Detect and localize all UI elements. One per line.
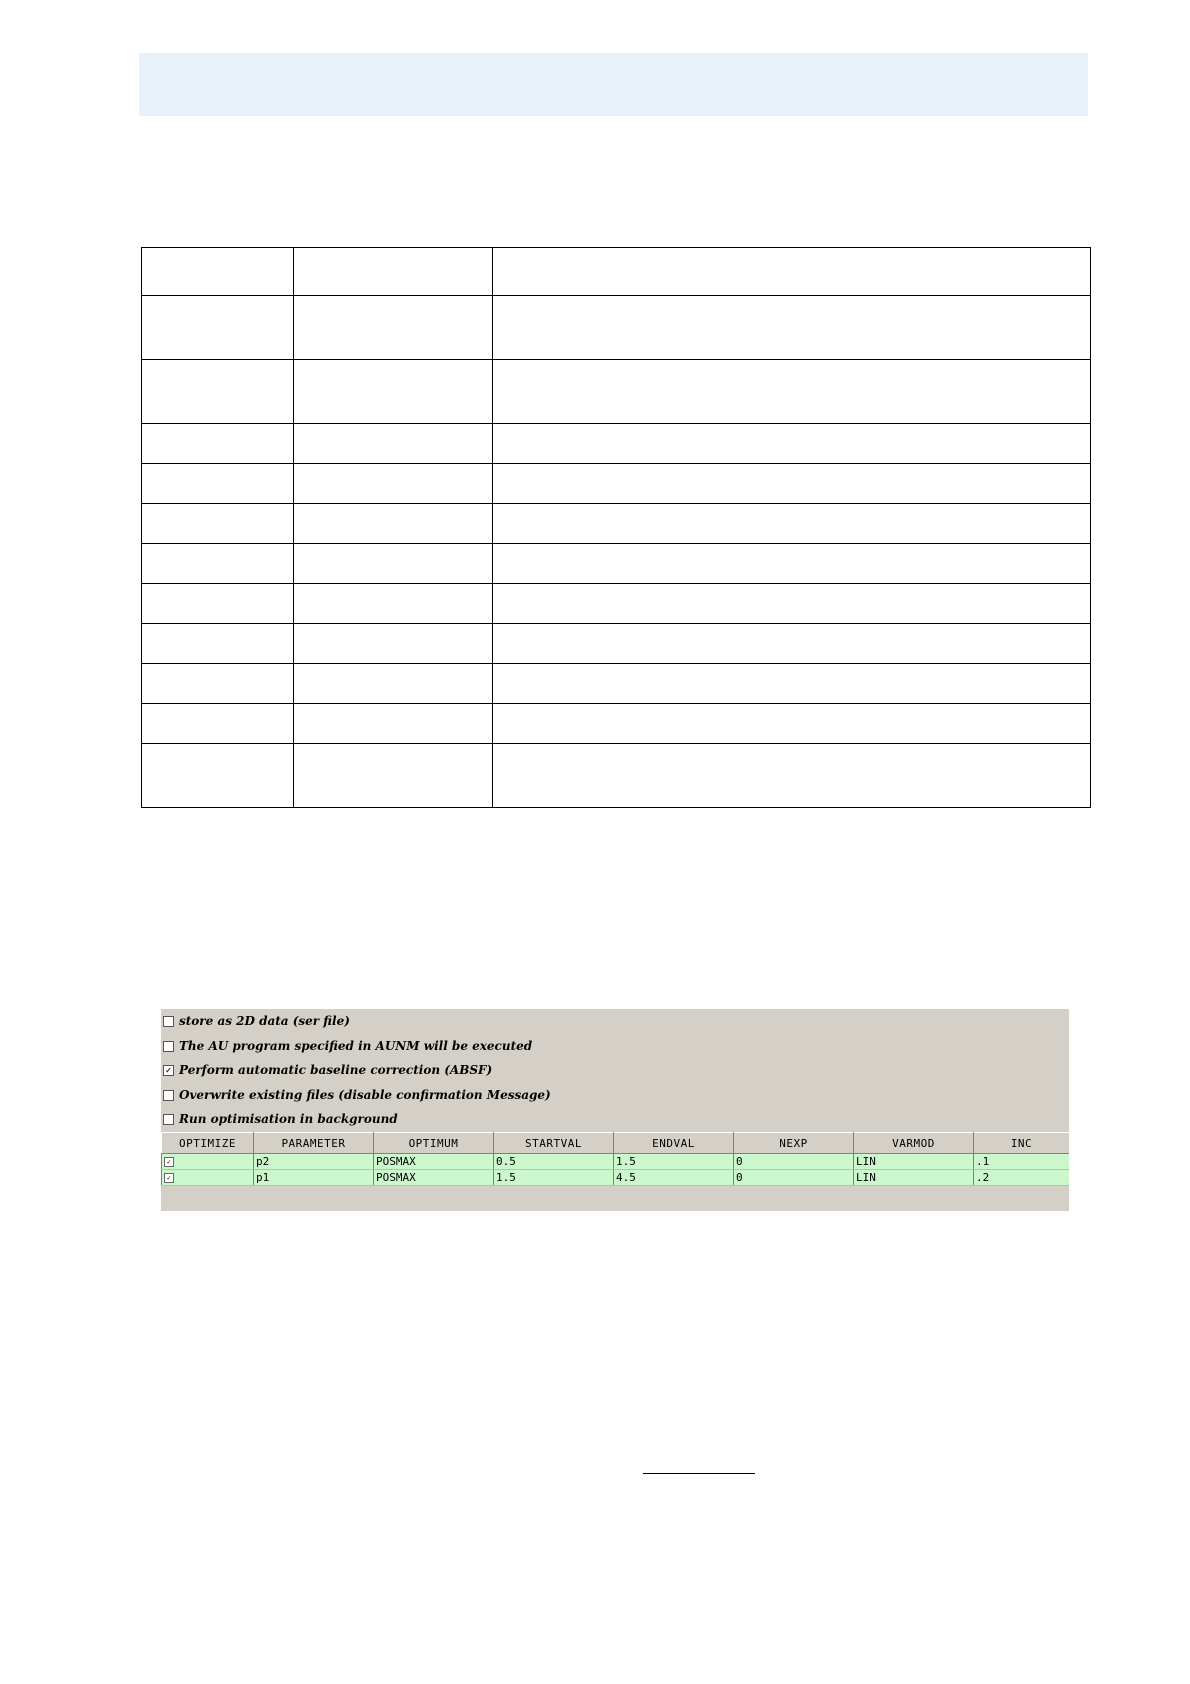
table-cell bbox=[294, 584, 493, 624]
column-header-varmod[interactable]: VARMOD bbox=[854, 1133, 974, 1154]
table-row bbox=[142, 504, 1091, 544]
parameter-cell[interactable]: p2 bbox=[254, 1154, 374, 1170]
check-mark-icon[interactable]: ✓ bbox=[164, 1173, 174, 1183]
table-cell bbox=[142, 624, 294, 664]
option-overwrite-files[interactable] bbox=[163, 1084, 763, 1106]
table-cell bbox=[493, 664, 1091, 704]
header-band bbox=[139, 53, 1088, 116]
table-cell bbox=[294, 296, 493, 360]
table-cell bbox=[294, 248, 493, 296]
table-cell bbox=[493, 360, 1091, 424]
table-cell bbox=[493, 296, 1091, 360]
option-label: Run optimisation in background bbox=[179, 1112, 398, 1126]
table-cell bbox=[142, 248, 294, 296]
check-mark-icon[interactable]: ✓ bbox=[163, 1065, 174, 1076]
inc-cell[interactable]: .1 bbox=[974, 1154, 1070, 1170]
option-label: Overwrite existing files (disable confirmation Message) bbox=[179, 1088, 551, 1102]
table-row bbox=[142, 248, 1091, 296]
inc-cell[interactable]: .2 bbox=[974, 1170, 1070, 1186]
table-cell bbox=[493, 584, 1091, 624]
nexp-cell[interactable]: 0 bbox=[734, 1154, 854, 1170]
table-row bbox=[142, 424, 1091, 464]
table-row bbox=[142, 464, 1091, 504]
optimize-cell[interactable] bbox=[162, 1170, 254, 1186]
checkbox-icon[interactable] bbox=[163, 1090, 174, 1101]
table-cell bbox=[142, 504, 294, 544]
table-cell bbox=[294, 544, 493, 584]
table-cell bbox=[294, 664, 493, 704]
option-label: Perform automatic baseline correction (ABSF) bbox=[179, 1063, 493, 1077]
table-row bbox=[142, 544, 1091, 584]
column-header-optimum[interactable]: OPTIMUM bbox=[374, 1133, 494, 1154]
table-row bbox=[142, 624, 1091, 664]
table-cell bbox=[142, 584, 294, 624]
table-cell bbox=[142, 744, 294, 808]
column-header-endval[interactable]: ENDVAL bbox=[614, 1133, 734, 1154]
table-cell bbox=[294, 744, 493, 808]
table-cell bbox=[493, 624, 1091, 664]
endval-cell[interactable]: 4.5 bbox=[614, 1170, 734, 1186]
optimisation-grid bbox=[161, 1132, 1069, 1186]
option-label: store as 2D data (ser file) bbox=[179, 1014, 350, 1028]
parameter-cell[interactable]: p1 bbox=[254, 1170, 374, 1186]
table-row bbox=[142, 704, 1091, 744]
table-cell bbox=[142, 424, 294, 464]
column-header-nexp[interactable]: NEXP bbox=[734, 1133, 854, 1154]
table-cell bbox=[142, 664, 294, 704]
table-row bbox=[142, 744, 1091, 808]
option-au-program[interactable] bbox=[163, 1035, 763, 1057]
table-cell bbox=[142, 464, 294, 504]
checkbox-icon[interactable] bbox=[163, 1114, 174, 1125]
table-cell bbox=[142, 296, 294, 360]
table-cell bbox=[294, 624, 493, 664]
table-cell bbox=[294, 704, 493, 744]
table-row bbox=[142, 664, 1091, 704]
nexp-cell[interactable]: 0 bbox=[734, 1170, 854, 1186]
table-cell bbox=[142, 704, 294, 744]
check-mark-icon[interactable]: ✓ bbox=[164, 1157, 174, 1167]
table-cell bbox=[294, 424, 493, 464]
table-cell bbox=[493, 704, 1091, 744]
table-cell bbox=[493, 744, 1091, 808]
varmod-cell[interactable]: LIN bbox=[854, 1154, 974, 1170]
checkbox-icon[interactable] bbox=[163, 1016, 174, 1027]
startval-cell[interactable]: 1.5 bbox=[494, 1170, 614, 1186]
optimize-cell[interactable] bbox=[162, 1154, 254, 1170]
option-baseline-correction[interactable] bbox=[163, 1059, 763, 1081]
option-run-background[interactable] bbox=[163, 1108, 763, 1130]
table-row[interactable] bbox=[162, 1170, 1070, 1186]
column-header-optimize[interactable]: OPTIMIZE bbox=[162, 1133, 254, 1154]
startval-cell[interactable]: 0.5 bbox=[494, 1154, 614, 1170]
optimum-cell[interactable]: POSMAX bbox=[374, 1170, 494, 1186]
table-row bbox=[142, 360, 1091, 424]
column-header-startval[interactable]: STARTVAL bbox=[494, 1133, 614, 1154]
option-label: The AU program specified in AUNM will be executed bbox=[179, 1039, 533, 1053]
parameter-table bbox=[141, 247, 1091, 808]
table-cell bbox=[294, 464, 493, 504]
footer-rule bbox=[643, 1473, 755, 1474]
table-cell bbox=[493, 424, 1091, 464]
optimum-cell[interactable]: POSMAX bbox=[374, 1154, 494, 1170]
table-cell bbox=[493, 544, 1091, 584]
table-row bbox=[142, 584, 1091, 624]
table-cell bbox=[294, 360, 493, 424]
table-cell bbox=[294, 504, 493, 544]
table-cell bbox=[142, 360, 294, 424]
checkbox-icon[interactable] bbox=[163, 1041, 174, 1052]
table-cell bbox=[493, 464, 1091, 504]
varmod-cell[interactable]: LIN bbox=[854, 1170, 974, 1186]
column-header-parameter[interactable]: PARAMETER bbox=[254, 1133, 374, 1154]
grid-header-row bbox=[162, 1133, 1070, 1154]
table-cell bbox=[493, 248, 1091, 296]
column-header-inc[interactable]: INC bbox=[974, 1133, 1070, 1154]
table-row bbox=[142, 296, 1091, 360]
optimisation-panel-screenshot bbox=[161, 1009, 1069, 1211]
table-row[interactable] bbox=[162, 1154, 1070, 1170]
table-cell bbox=[142, 544, 294, 584]
table-cell bbox=[493, 504, 1091, 544]
option-store-2d[interactable] bbox=[163, 1010, 763, 1032]
endval-cell[interactable]: 1.5 bbox=[614, 1154, 734, 1170]
